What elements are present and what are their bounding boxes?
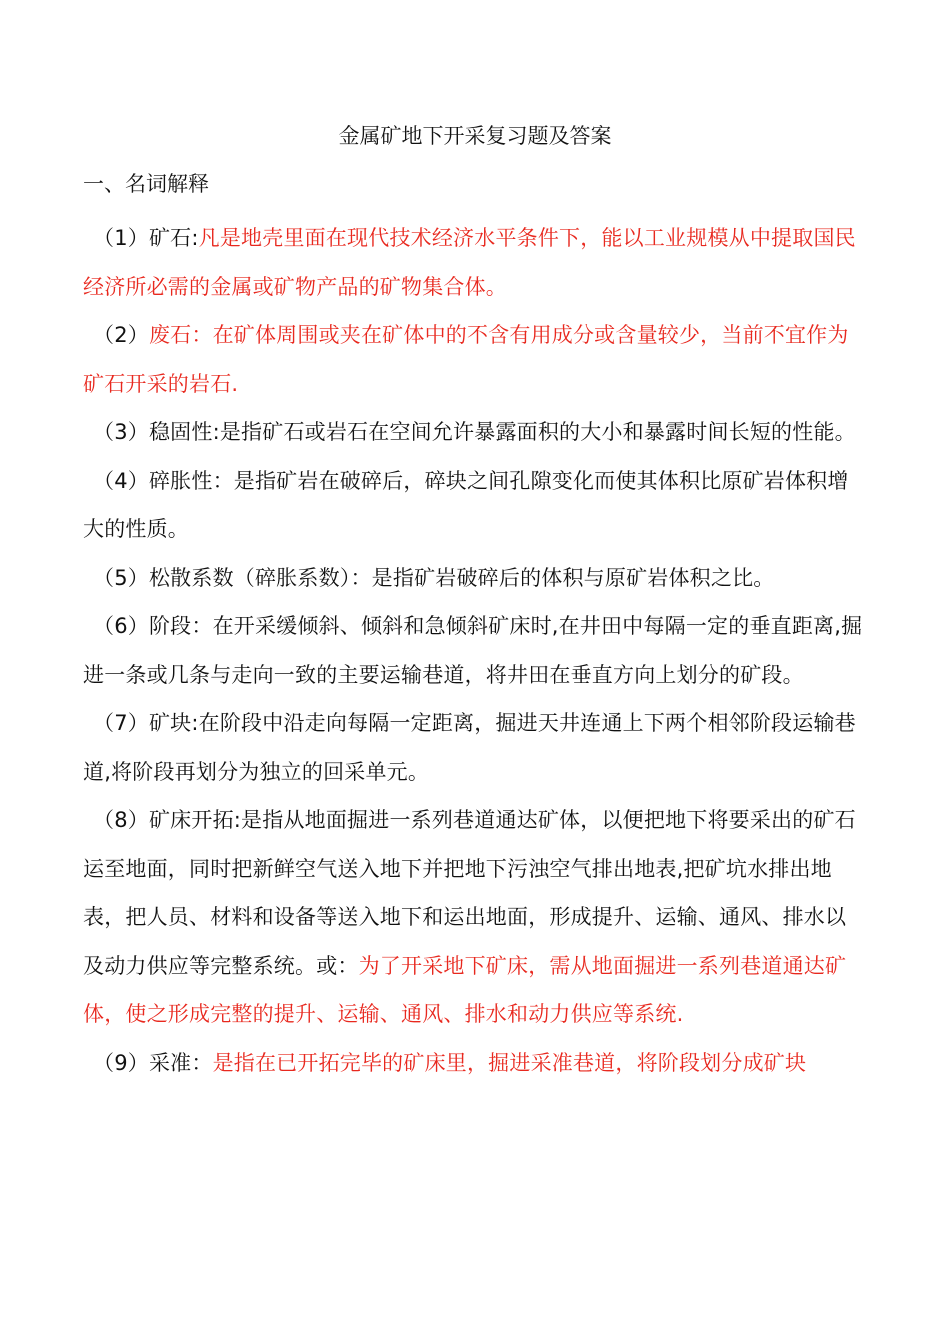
definition-item — [83, 1039, 863, 1088]
item-term: 松散系数（碎胀系数）： — [148, 565, 372, 590]
item-number: （2） — [93, 323, 149, 347]
definition-item — [83, 457, 863, 554]
item-term: 阶段： — [148, 614, 213, 638]
item-term: 稳固性: — [148, 420, 220, 444]
item-answer-highlight: 凡是地壳里面在现代技术经济水平条件下，能以工业规模从中提取国民经济所必需的金属或矿物产品的矿物集合体。 — [83, 226, 856, 299]
document-title: 金属矿地下开采复习题及答案 — [338, 124, 612, 148]
item-answer-highlight: 废石：在矿体周围或夹在矿体中的不含有用成分或含量较少，当前不宜作为矿石开采的岩石. — [83, 323, 849, 396]
definition-item — [83, 214, 863, 311]
definition-item — [83, 311, 863, 408]
item-definition: 是指矿岩在破碎后，碎块之间孔隙变化而使其体积比原矿岩体积增大的性质。 — [83, 468, 849, 541]
definition-list — [83, 214, 863, 1087]
definition-item — [83, 554, 863, 603]
definition-item — [83, 408, 863, 457]
item-term: 采准： — [148, 1050, 213, 1075]
definition-item — [83, 602, 863, 699]
item-number: （8） — [93, 808, 149, 832]
item-number: （7） — [93, 711, 149, 735]
item-number: （3） — [93, 420, 149, 444]
item-definition: 是指矿石或岩石在空间允许暴露面积的大小和暴露时间长短的性能。 — [219, 420, 856, 444]
item-term: 矿块: — [148, 711, 199, 735]
item-term: 矿石: — [148, 226, 199, 250]
definition-item — [83, 796, 863, 1039]
item-number: （6） — [93, 614, 149, 638]
item-term: 矿床开拓: — [148, 808, 242, 832]
item-term: 碎胀性： — [148, 468, 234, 493]
section-heading: 一、名词解释 — [83, 172, 209, 196]
item-number: （9） — [93, 1050, 149, 1075]
item-number: （1） — [93, 226, 149, 250]
item-definition: 是指从地面掘进一系列巷道通达矿体，以便把地下将要采出的矿石运至地面，同时把新鲜空气送入地下并把地下污浊空气排出地表,把矿坑水排出地表，把人员、材料和设备等送入地下和运出地面，形成提升、运输、通风、排水以及动力供应等完整系统。或： — [83, 808, 856, 978]
item-definition: 在开采缓倾斜、倾斜和急倾斜矿床时,在井田中每隔一定的垂直距离,掘进一条或几条与走向一致的主要运输巷道，将井田在垂直方向上划分的矿段。 — [83, 614, 863, 687]
item-number: （5） — [93, 565, 149, 590]
item-definition: 在阶段中沿走向每隔一定距离，掘进天井连通上下两个相邻阶段运输巷道,将阶段再划分为独立的回采单元。 — [83, 711, 856, 784]
item-definition: 是指矿岩破碎后的体积与原矿岩体积之比。 — [371, 565, 775, 590]
item-answer-highlight: 是指在已开拓完毕的矿床里，掘进采准巷道，将阶段划分成矿块 — [212, 1050, 807, 1075]
item-number: （4） — [93, 468, 149, 493]
definition-item — [83, 699, 863, 796]
item-answer-highlight: 为了开采地下矿床，需从地面掘进一系列巷道通达矿体，使之形成完整的提升、运输、通风、排水和动力供应等系统. — [83, 953, 847, 1026]
